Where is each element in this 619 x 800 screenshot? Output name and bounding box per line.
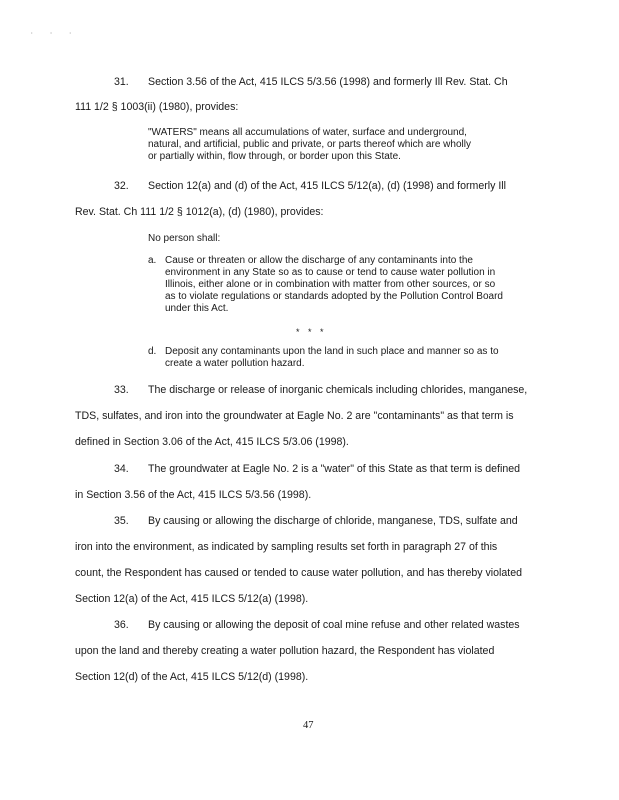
paragraph-33-line: defined in Section 3.06 of the Act, 415 ILCS 5/3.06 (1998). bbox=[75, 436, 349, 448]
paragraph-36-number: 36. bbox=[114, 619, 129, 631]
paragraph-31-number: 31. bbox=[114, 76, 129, 88]
paragraph-35-line: count, the Respondent has caused or tended to cause water pollution, and has thereby violated bbox=[75, 567, 523, 579]
paragraph-36-line: upon the land and thereby creating a water pollution hazard, the Respondent has violated bbox=[75, 645, 495, 657]
item-a-line: Illinois, either alone or in combination with matter from other sources, or so bbox=[165, 279, 496, 290]
paragraph-34-number: 34. bbox=[114, 463, 129, 475]
paragraph-32-line-1: Section 12(a) and (d) of the Act, 415 ILCS 5/12(a), (d) (1998) and formerly Ill bbox=[148, 180, 507, 192]
item-a-line: under this Act. bbox=[165, 303, 229, 314]
paragraph-32-intro: No person shall: bbox=[148, 233, 221, 244]
paragraph-31-quote-line: or partially within, flow through, or border upon this State. bbox=[148, 151, 401, 162]
item-a-line: Cause or threaten or allow the discharge of any contaminants into the bbox=[165, 255, 473, 266]
item-d-label: d. bbox=[148, 346, 157, 357]
scan-artifact: · · · bbox=[30, 30, 79, 37]
paragraph-34-line: in Section 3.56 of the Act, 415 ILCS 5/3.56 (1998). bbox=[75, 489, 312, 501]
paragraph-33-line: TDS, sulfates, and iron into the groundwater at Eagle No. 2 are "contaminants" as that term is bbox=[75, 410, 514, 422]
item-a-line: environment in any State so as to cause or tend to cause water pollution in bbox=[165, 267, 496, 278]
item-d-line: create a water pollution hazard. bbox=[165, 358, 305, 369]
item-d-line: Deposit any contaminants upon the land in such place and manner so as to bbox=[165, 346, 499, 357]
item-a-label: a. bbox=[148, 255, 157, 266]
paragraph-35-number: 35. bbox=[114, 515, 129, 527]
paragraph-31-line-1: Section 3.56 of the Act, 415 ILCS 5/3.56 (1998) and formerly Ill Rev. Stat. Ch bbox=[148, 76, 508, 88]
paragraph-33-number: 33. bbox=[114, 384, 129, 396]
omission-ellipsis: * * * bbox=[296, 327, 327, 337]
paragraph-34-line: The groundwater at Eagle No. 2 is a "water" of this State as that term is defined bbox=[148, 463, 521, 475]
paragraph-35-line: Section 12(a) of the Act, 415 ILCS 5/12(a) (1998). bbox=[75, 593, 309, 605]
paragraph-31-line-2: 111 1/2 § 1003(ii) (1980), provides: bbox=[75, 101, 239, 113]
paragraph-32-line-2: Rev. Stat. Ch 111 1/2 § 1012(a), (d) (1980), provides: bbox=[75, 206, 324, 218]
item-a-line: as to violate regulations or standards adopted by the Pollution Control Board bbox=[165, 291, 503, 302]
page-number: 47 bbox=[303, 720, 314, 731]
paragraph-31-quote-line: natural, and artificial, public and private, or parts thereof which are wholly bbox=[148, 139, 471, 150]
paragraph-32-number: 32. bbox=[114, 180, 129, 192]
paragraph-36-line: By causing or allowing the deposit of coal mine refuse and other related wastes bbox=[148, 619, 520, 631]
paragraph-35-line: By causing or allowing the discharge of chloride, manganese, TDS, sulfate and bbox=[148, 515, 518, 527]
paragraph-33-line: The discharge or release of inorganic chemicals including chlorides, manganese, bbox=[148, 384, 528, 396]
paragraph-36-line: Section 12(d) of the Act, 415 ILCS 5/12(d) (1998). bbox=[75, 671, 309, 683]
paragraph-35-line: iron into the environment, as indicated by sampling results set forth in paragraph 27 of this bbox=[75, 541, 498, 553]
paragraph-31-quote-line: "WATERS" means all accumulations of water, surface and underground, bbox=[148, 127, 467, 138]
